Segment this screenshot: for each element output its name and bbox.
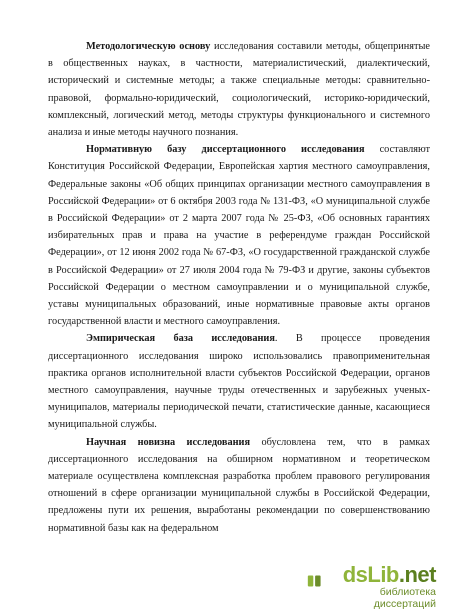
paragraph-text: исследования составили методы, общепринятые в общественных науках, в частности, материалистический, диалектический, исторический и системные методы; а также специальные методы: сравнительно-правовой, формально-юридический, социологический, историко-юридический, комплексный, логический метод, методы структуры функционального и системного анализа и иные методы научного познания. <box>48 41 430 139</box>
paragraph-text: обусловлена тем, что в рамках диссертационного исследования на обширном нормативном и теоретическом материале осуществлена комплексная разработка проблем правового регулирования отношений в сфере организации муниципальной службы в Российской Федерации, предложены пути их решения, выработаны рекомендации по совершенствованию нормативной базы как на федеральном <box>48 436 430 534</box>
paragraph-text: . В процессе проведения диссертационного исследования широко использовались правоприменительная практика органов исполнительной власти субъектов Российской Федерации, органов местного самоуправления, научные труды отечественных и зарубежных ученых-муниципалов, материалы периодической печати, статистические данные, касающиеся муниципальной службы. <box>48 333 430 431</box>
paragraph-lead: Эмпирическая база исследования <box>86 333 275 345</box>
dslib-watermark <box>306 562 436 610</box>
book-icon <box>306 572 322 590</box>
paragraph-novelty <box>48 434 430 537</box>
watermark-subtitle: библиотека диссертаций <box>373 586 436 610</box>
paragraph-text: составляют Конституция Российской Федерации, Европейская хартия местного самоуправления, Федеральные законы «Об общих принципах организации местного самоуправления в Российской Федерации» от 6 октября 2003 года № 131-ФЗ, «О муниципальной службе в Российской Федерации» от 2 марта 2007 года № 25-ФЗ, «Об основных гарантиях избирательных прав и права на участие в референдуме граждан Российской Федерации», от 12 июня 2002 года № 67-ФЗ, «О государственной гражданской службе в Российской Федерации» от 27 июля 2004 года № 79-ФЗ и другие, законы субъектов Российской Федерации о местном самоуправлении и о муниципальной службе, уставы муниципальных образований, иные нормативные правовые акты органов государственной власти и местного самоуправления. <box>48 144 430 328</box>
paragraph-lead: Нормативную базу диссертационного исследования <box>86 144 365 156</box>
paragraph-lead: Научная новизна исследования <box>86 436 251 448</box>
watermark-domain: .net <box>398 562 436 587</box>
watermark-logo <box>325 564 436 610</box>
document-page <box>48 38 430 537</box>
paragraph-lead: Методологическую основу <box>86 41 211 52</box>
paragraph-normative-base <box>48 141 430 330</box>
watermark-name: dsLib <box>342 562 399 587</box>
paragraph-methodology <box>48 38 430 141</box>
paragraph-empirical-base <box>48 330 430 433</box>
